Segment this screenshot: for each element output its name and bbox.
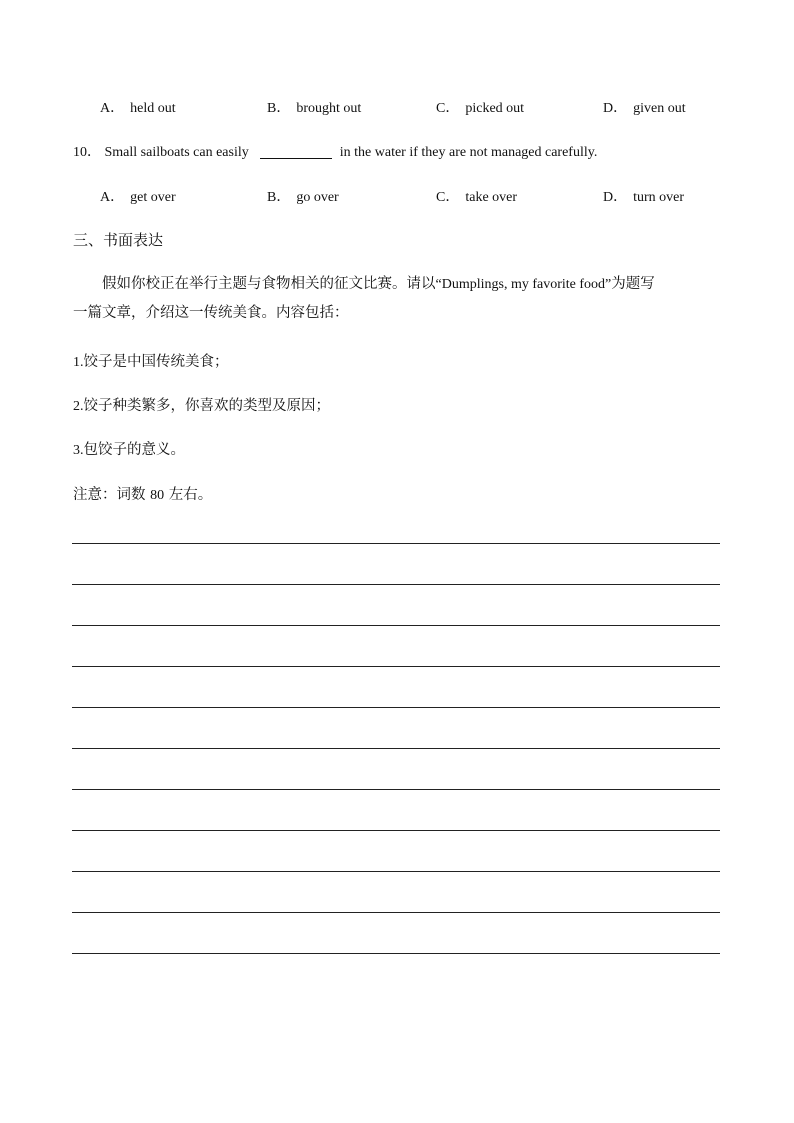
writing-line[interactable] bbox=[72, 871, 720, 872]
writing-line[interactable] bbox=[72, 543, 720, 544]
writing-prompt bbox=[73, 270, 721, 328]
prompt-part-1: 假如你校正在举行主题与食物相关的征文比赛。请以 bbox=[102, 276, 436, 292]
item-text: 饺子种类繁多，你喜欢的类型及原因； bbox=[83, 398, 330, 414]
option-text: brought out bbox=[296, 101, 362, 116]
writing-line[interactable] bbox=[72, 912, 720, 913]
q10-option-a[interactable] bbox=[100, 186, 176, 206]
q9-option-a[interactable] bbox=[100, 97, 176, 117]
prompt-quote-title: “Dumplings, my favorite food” bbox=[435, 277, 612, 292]
option-letter: B． bbox=[267, 101, 291, 116]
writing-line[interactable] bbox=[72, 953, 720, 954]
prompt-part-2: 为题写 bbox=[611, 276, 655, 292]
option-letter: A． bbox=[100, 101, 125, 116]
q10-answer-blank[interactable] bbox=[260, 144, 332, 159]
writing-line[interactable] bbox=[72, 584, 720, 585]
content-item-1 bbox=[73, 350, 229, 371]
content-item-3 bbox=[73, 438, 185, 459]
option-text: go over bbox=[296, 190, 339, 205]
q10-option-d[interactable] bbox=[603, 186, 684, 206]
note-word-count: 80 bbox=[150, 488, 165, 503]
option-text: held out bbox=[130, 101, 176, 116]
option-text: given out bbox=[633, 101, 686, 116]
option-text: take over bbox=[465, 190, 518, 205]
q9-options bbox=[100, 97, 740, 119]
q9-option-b[interactable] bbox=[267, 97, 361, 117]
writing-line[interactable] bbox=[72, 748, 720, 749]
item-number: 2. bbox=[73, 399, 84, 414]
option-letter: B． bbox=[267, 190, 291, 205]
q10-text-before: Small sailboats can easily bbox=[104, 145, 249, 160]
writing-line[interactable] bbox=[72, 625, 720, 626]
q10-text-after: in the water if they are not managed carefully. bbox=[339, 145, 598, 160]
q10-option-c[interactable] bbox=[436, 186, 517, 206]
option-letter: C． bbox=[436, 190, 460, 205]
writing-line[interactable] bbox=[72, 830, 720, 831]
writing-line[interactable] bbox=[72, 666, 720, 667]
option-letter: D． bbox=[603, 101, 628, 116]
word-count-note bbox=[73, 483, 212, 504]
content-item-2 bbox=[73, 394, 330, 415]
writing-line[interactable] bbox=[72, 707, 720, 708]
prompt-line-1 bbox=[73, 270, 721, 299]
q9-option-c[interactable] bbox=[436, 97, 524, 117]
item-text: 饺子是中国传统美食； bbox=[83, 354, 229, 370]
q10-options bbox=[100, 186, 740, 208]
item-text: 包饺子的意义。 bbox=[83, 442, 185, 458]
option-letter: C． bbox=[436, 101, 460, 116]
q10-number: 10． bbox=[73, 145, 101, 160]
note-tail: 左右。 bbox=[164, 487, 213, 503]
writing-line[interactable] bbox=[72, 789, 720, 790]
q10-option-b[interactable] bbox=[267, 186, 339, 206]
option-text: turn over bbox=[633, 190, 685, 205]
q9-option-d[interactable] bbox=[603, 97, 686, 117]
q10-stem bbox=[73, 141, 597, 161]
option-letter: D． bbox=[603, 190, 628, 205]
prompt-line-2: 一篇文章，介绍这一传统美食。内容包括： bbox=[73, 305, 349, 321]
item-number: 1. bbox=[73, 355, 84, 370]
note-label: 注意：词数 bbox=[73, 487, 151, 503]
option-text: picked out bbox=[465, 101, 525, 116]
option-letter: A． bbox=[100, 190, 125, 205]
item-number: 3. bbox=[73, 443, 84, 458]
option-text: get over bbox=[130, 190, 176, 205]
section-title: 三、书面表达 bbox=[73, 231, 164, 249]
